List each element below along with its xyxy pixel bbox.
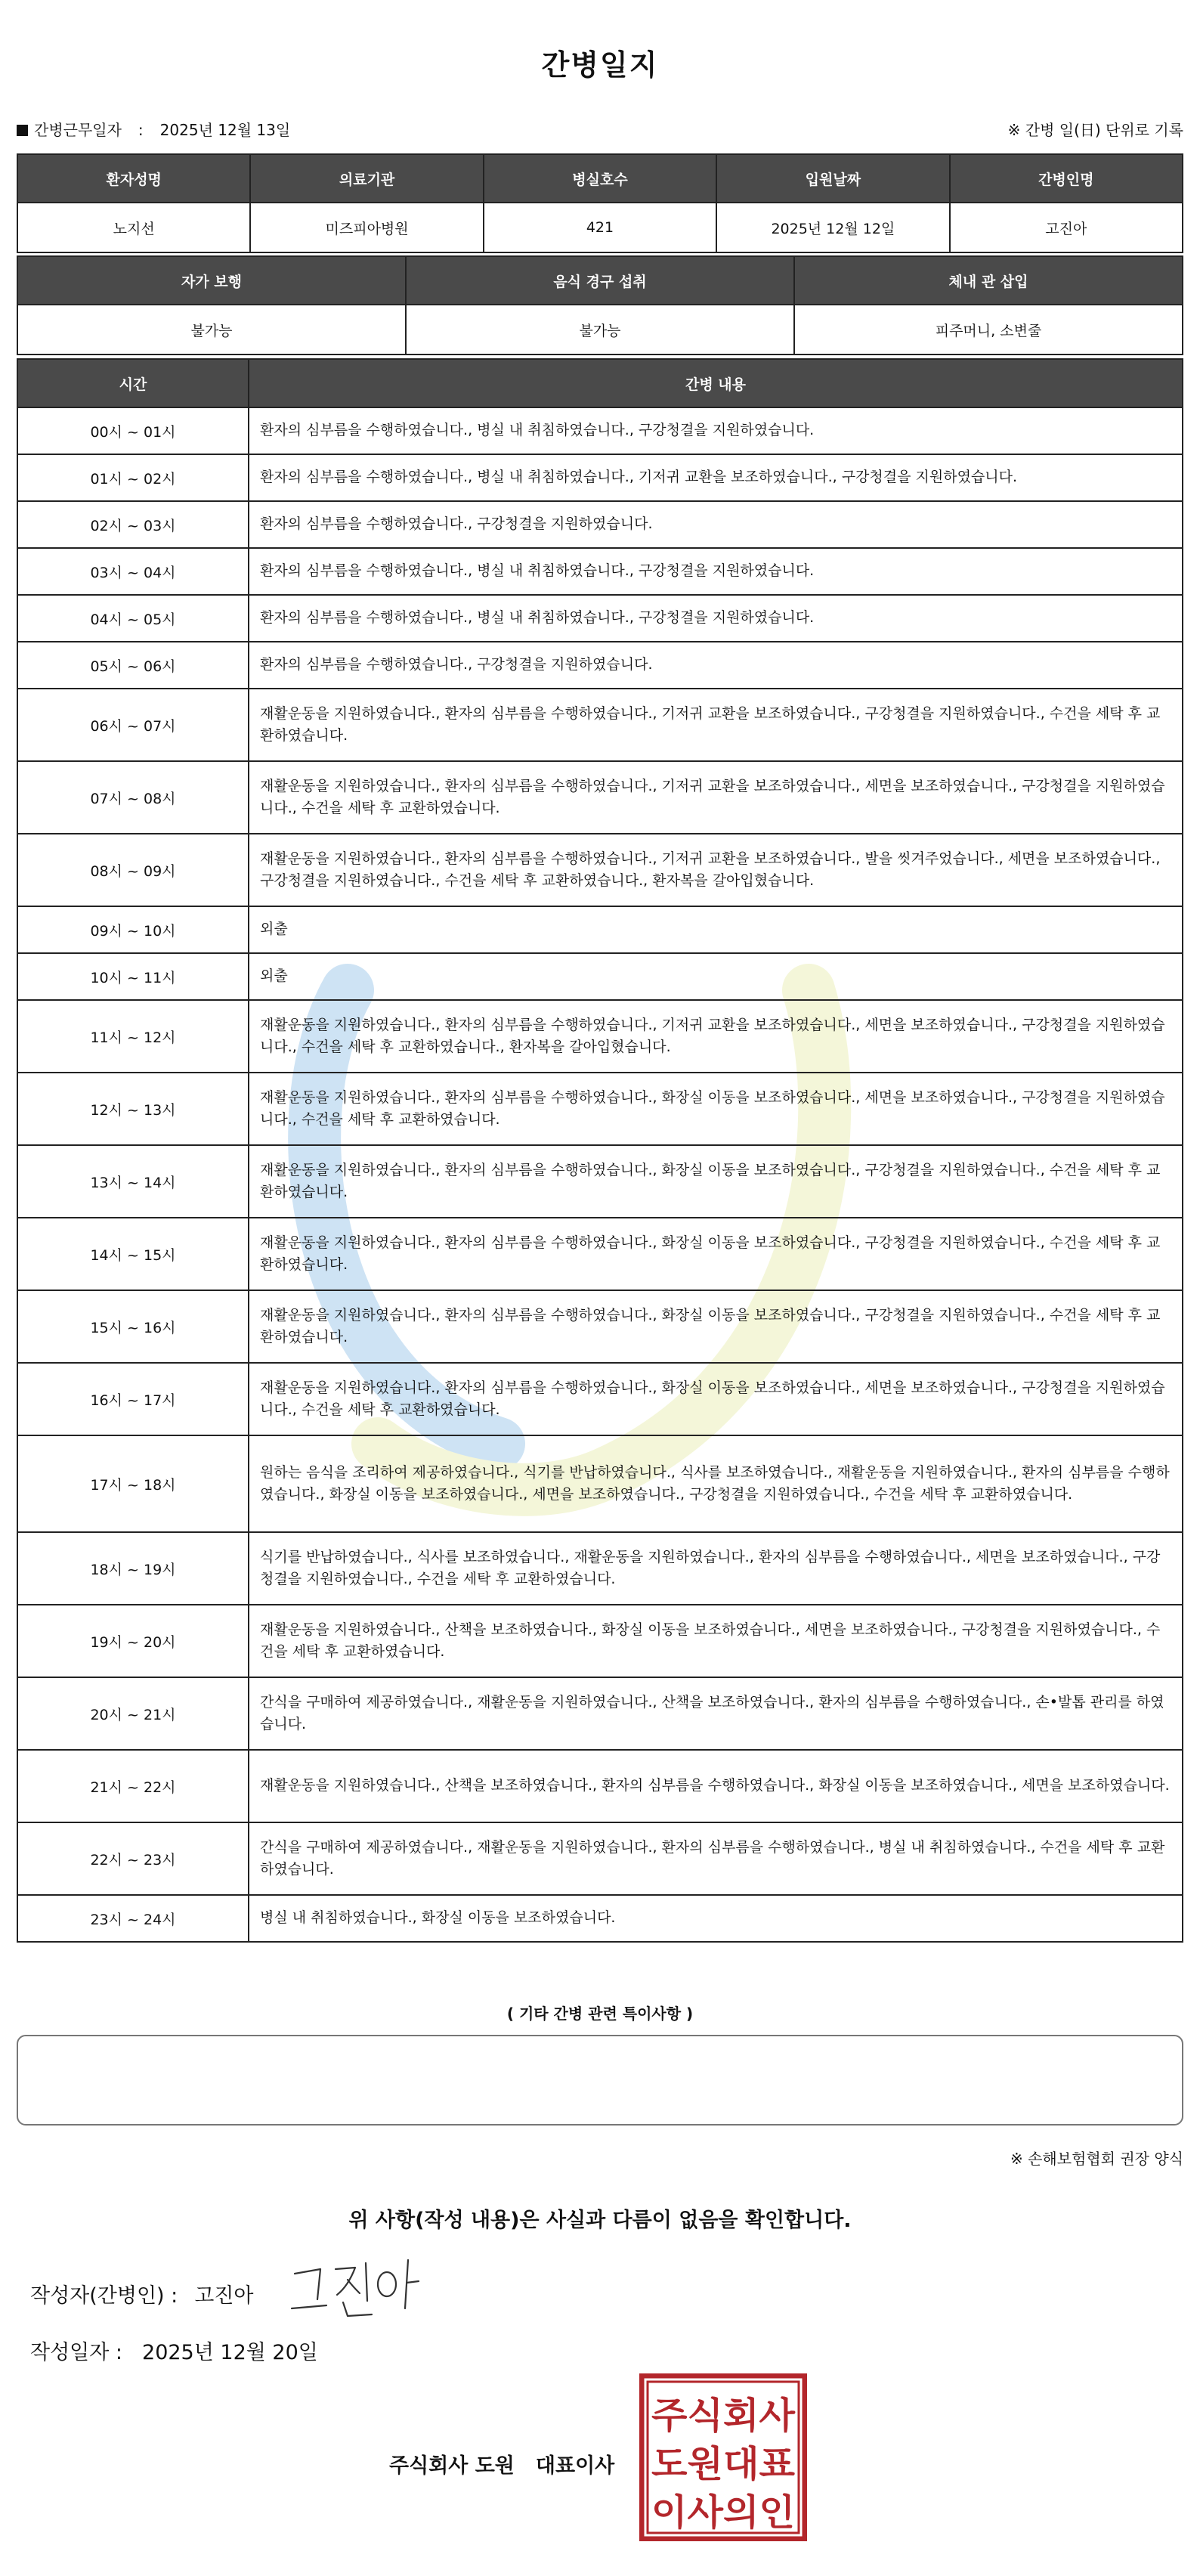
log-content: 환자의 심부름을 수행하였습니다., 병실 내 취침하였습니다., 구강청결을 지원하였습니다. (249, 595, 1183, 642)
log-time: 06시 ~ 07시 (17, 689, 249, 761)
log-row (17, 1435, 1183, 1532)
log-row (17, 1677, 1183, 1750)
log-content: 재활운동을 지원하였습니다., 환자의 심부름을 수행하였습니다., 화장실 이동을 보조하였습니다., 구강청결을 지원하였습니다., 수건을 세탁 후 교환하였습니다. (249, 1290, 1183, 1363)
log-row (17, 761, 1183, 834)
log-time: 11시 ~ 12시 (17, 1000, 249, 1073)
header-content: 간병 내용 (249, 359, 1183, 407)
log-time: 23시 ~ 24시 (17, 1895, 249, 1942)
log-content: 간식을 구매하여 제공하였습니다., 재활운동을 지원하였습니다., 환자의 심부름을 수행하였습니다., 병실 내 취침하였습니다., 수건을 세탁 후 교환하였습니다. (249, 1822, 1183, 1895)
log-content: 재활운동을 지원하였습니다., 환자의 심부름을 수행하였습니다., 화장실 이동을 보조하였습니다., 구강청결을 지원하였습니다., 수건을 세탁 후 교환하였습니다. (249, 1218, 1183, 1290)
notes-box (17, 2035, 1183, 2126)
log-row (17, 407, 1183, 454)
log-row (17, 1000, 1183, 1073)
write-date-value: 2025년 12월 20일 (142, 2341, 318, 2364)
log-row (17, 1218, 1183, 1290)
log-time: 05시 ~ 06시 (17, 642, 249, 689)
log-time: 00시 ~ 01시 (17, 407, 249, 454)
company-seal-icon (639, 2373, 807, 2541)
patient-status-table (17, 255, 1183, 355)
log-content: 간식을 구매하여 제공하였습니다., 재활운동을 지원하였습니다., 산책을 보조하였습니다., 환자의 심부름을 수행하였습니다., 손•발톱 관리를 하였습니다. (249, 1677, 1183, 1750)
walking-value: 불가능 (17, 305, 406, 355)
log-row (17, 1532, 1183, 1605)
care-log-table (17, 358, 1183, 1943)
log-content: 재활운동을 지원하였습니다., 환자의 심부름을 수행하였습니다., 화장실 이동을 보조하였습니다., 구강청결을 지원하였습니다., 수건을 세탁 후 교환하였습니다. (249, 1145, 1183, 1218)
log-content: 외출 (249, 953, 1183, 1000)
log-content: 재활운동을 지원하였습니다., 환자의 심부름을 수행하였습니다., 화장실 이동을 보조하였습니다., 세면을 보조하였습니다., 구강청결을 지원하였습니다., 수건을 세탁 후 교환하였습니다. (249, 1363, 1183, 1435)
log-row (17, 1750, 1183, 1822)
log-time: 22시 ~ 23시 (17, 1822, 249, 1895)
page-title: 간병일지 (541, 48, 659, 82)
log-content: 환자의 심부름을 수행하였습니다., 구강청결을 지원하였습니다. (249, 642, 1183, 689)
header-oral-intake: 음식 경구 섭취 (406, 256, 794, 305)
writer-name: 고진아 (194, 2284, 254, 2308)
log-time: 12시 ~ 13시 (17, 1073, 249, 1145)
patient-name: 노지선 (17, 203, 250, 252)
signature-image (287, 2252, 423, 2321)
patient-value-row (17, 203, 1183, 252)
log-content: 환자의 심부름을 수행하였습니다., 구강청결을 지원하였습니다. (249, 501, 1183, 548)
log-content: 재활운동을 지원하였습니다., 산책을 보조하였습니다., 화장실 이동을 보조하였습니다., 세면을 보조하였습니다., 구강청결을 지원하였습니다., 수건을 세탁 후 교환하였습니다. (249, 1605, 1183, 1677)
header-walking: 자가 보행 (17, 256, 406, 305)
log-content: 외출 (249, 906, 1183, 953)
log-time: 15시 ~ 16시 (17, 1290, 249, 1363)
log-time: 08시 ~ 09시 (17, 834, 249, 906)
admission-date: 2025년 12월 12일 (716, 203, 949, 252)
log-row (17, 1605, 1183, 1677)
log-content: 재활운동을 지원하였습니다., 환자의 심부름을 수행하였습니다., 기저귀 교환을 보조하였습니다., 구강청결을 지원하였습니다., 수건을 세탁 후 교환하였습니다. (249, 689, 1183, 761)
log-content: 병실 내 취침하였습니다., 화장실 이동을 보조하였습니다. (249, 1895, 1183, 1942)
company-row (389, 2449, 614, 2478)
header-time: 시간 (17, 359, 249, 407)
log-row (17, 548, 1183, 595)
log-row (17, 1363, 1183, 1435)
log-row (17, 595, 1183, 642)
log-content: 원하는 음식을 조리하여 제공하였습니다., 식기를 반납하였습니다., 식사를 보조하였습니다., 재활운동을 지원하였습니다., 환자의 심부름을 수행하였습니다., 화장실 이동을 보조하였습니다., 세면을 보조하였습니다., 구강청결을 지원하였습니다., 수건을 세탁 후 교환하였습니다. (249, 1435, 1183, 1532)
writer-label: 작성자(간병인) : (30, 2284, 178, 2308)
log-time: 17시 ~ 18시 (17, 1435, 249, 1532)
log-header-row (17, 359, 1183, 407)
tube-value: 피주머니, 소변줄 (794, 305, 1183, 355)
insurance-note: ※ 손해보험협회 권장 양식 (1010, 2150, 1183, 2168)
header-hospital: 의료기관 (250, 154, 483, 203)
log-content: 환자의 심부름을 수행하였습니다., 병실 내 취침하였습니다., 기저귀 교환을 보조하였습니다., 구강청결을 지원하였습니다. (249, 454, 1183, 501)
log-time: 02시 ~ 03시 (17, 501, 249, 548)
patient-header-row (17, 154, 1183, 203)
svg-text:도원대표: 도원대표 (651, 2443, 796, 2485)
log-content: 식기를 반납하였습니다., 식사를 보조하였습니다., 재활운동을 지원하였습니다., 환자의 심부름을 수행하였습니다., 세면을 보조하였습니다., 구강청결을 지원하였습니다., 수건을 세탁 후 교환하였습니다. (249, 1532, 1183, 1605)
log-row (17, 953, 1183, 1000)
oral-intake-value: 불가능 (406, 305, 794, 355)
caregiver-name: 고진아 (950, 203, 1183, 252)
status-value-row (17, 305, 1183, 355)
log-row (17, 454, 1183, 501)
log-content: 재활운동을 지원하였습니다., 환자의 심부름을 수행하였습니다., 기저귀 교환을 보조하였습니다., 발을 씻겨주었습니다., 세면을 보조하였습니다., 구강청결을 지원하였습니다., 수건을 세탁 후 교환하였습니다., 환자복을 갈아입혔습니다. (249, 834, 1183, 906)
log-row (17, 501, 1183, 548)
write-date-row (30, 2336, 318, 2365)
bullet-square-icon (17, 125, 28, 136)
confirmation-text: 위 사항(작성 내용)은 사실과 다름이 없음을 확인합니다. (348, 2209, 852, 2232)
log-content: 재활운동을 지원하였습니다., 환자의 심부름을 수행하였습니다., 기저귀 교환을 보조하였습니다., 세면을 보조하였습니다., 구강청결을 지원하였습니다., 수건을 세탁 후 교환하였습니다. (249, 761, 1183, 834)
log-time: 10시 ~ 11시 (17, 953, 249, 1000)
header-patient-name: 환자성명 (17, 154, 250, 203)
svg-text:주식회사: 주식회사 (651, 2395, 796, 2437)
log-content: 재활운동을 지원하였습니다., 환자의 심부름을 수행하였습니다., 화장실 이동을 보조하였습니다., 세면을 보조하였습니다., 구강청결을 지원하였습니다., 수건을 세탁 후 교환하였습니다. (249, 1073, 1183, 1145)
svg-text:이사의인: 이사의인 (651, 2491, 795, 2534)
writer-row (30, 2279, 254, 2308)
company-name: 주식회사 도원 (389, 2454, 515, 2478)
log-content: 환자의 심부름을 수행하였습니다., 병실 내 취침하였습니다., 구강청결을 지원하였습니다. (249, 548, 1183, 595)
log-content: 환자의 심부름을 수행하였습니다., 병실 내 취침하였습니다., 구강청결을 지원하였습니다. (249, 407, 1183, 454)
work-date-value: 2025년 12월 13일 (159, 121, 291, 139)
write-date-label: 작성일자 : (30, 2341, 123, 2364)
hospital-name: 미즈피아병원 (250, 203, 483, 252)
notes-title: ( 기타 간병 관련 특이사항 ) (506, 2005, 694, 2023)
unit-note: ※ 간병 일(日) 단위로 기록 (1007, 121, 1183, 139)
status-header-row (17, 256, 1183, 305)
log-row (17, 1822, 1183, 1895)
log-time: 18시 ~ 19시 (17, 1532, 249, 1605)
log-row (17, 1895, 1183, 1942)
log-row (17, 689, 1183, 761)
work-date-row (17, 118, 290, 140)
log-row (17, 1145, 1183, 1218)
log-time: 04시 ~ 05시 (17, 595, 249, 642)
colon: : (138, 121, 144, 139)
ceo-label: 대표이사 (535, 2454, 615, 2478)
log-time: 19시 ~ 20시 (17, 1605, 249, 1677)
log-content: 재활운동을 지원하였습니다., 산책을 보조하였습니다., 환자의 심부름을 수행하였습니다., 화장실 이동을 보조하였습니다., 세면을 보조하였습니다. (249, 1750, 1183, 1822)
log-time: 01시 ~ 02시 (17, 454, 249, 501)
header-caregiver: 간병인명 (950, 154, 1183, 203)
log-time: 07시 ~ 08시 (17, 761, 249, 834)
header-tube: 체내 관 삽입 (794, 256, 1183, 305)
patient-info-table (17, 153, 1183, 253)
log-time: 21시 ~ 22시 (17, 1750, 249, 1822)
log-time: 09시 ~ 10시 (17, 906, 249, 953)
log-row (17, 834, 1183, 906)
log-content: 재활운동을 지원하였습니다., 환자의 심부름을 수행하였습니다., 기저귀 교환을 보조하였습니다., 세면을 보조하였습니다., 구강청결을 지원하였습니다., 수건을 세탁 후 교환하였습니다., 환자복을 갈아입혔습니다. (249, 1000, 1183, 1073)
log-time: 16시 ~ 17시 (17, 1363, 249, 1435)
log-body (17, 407, 1183, 1942)
log-row (17, 1073, 1183, 1145)
work-date-label: 간병근무일자 (34, 121, 122, 139)
log-time: 14시 ~ 15시 (17, 1218, 249, 1290)
log-time: 03시 ~ 04시 (17, 548, 249, 595)
header-admission-date: 입원날짜 (716, 154, 949, 203)
header-room: 병실호수 (484, 154, 716, 203)
room-number: 421 (484, 203, 716, 252)
log-time: 20시 ~ 21시 (17, 1677, 249, 1750)
log-row (17, 906, 1183, 953)
log-time: 13시 ~ 14시 (17, 1145, 249, 1218)
log-row (17, 1290, 1183, 1363)
log-row (17, 642, 1183, 689)
